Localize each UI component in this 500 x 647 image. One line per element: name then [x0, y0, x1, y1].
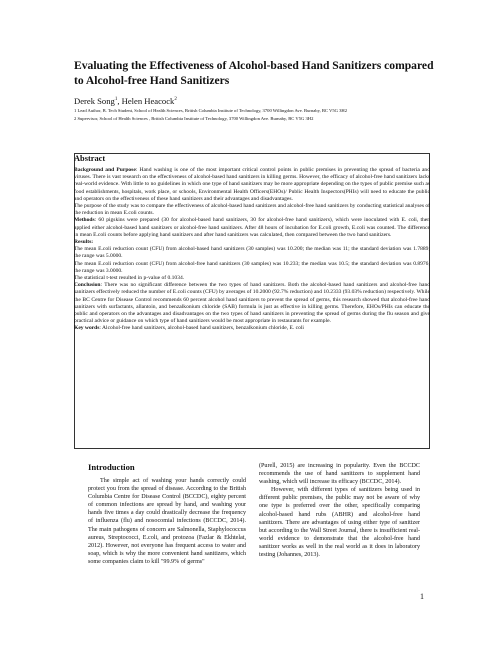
- background-text: : Hand washing is one of the most important critical control points in public premises in preventing the spread of bacteria and viruses. There is vast research on the effectiveness of alcohol-based hand sanitizers in killing germs. However, the efficacy of alcohol-free hand sanitizers lacks real-world evidence. With little to no guidelines in which one type of hand sanitizers may be more appropriate depending on the types of public premise such as food establishments, hospitals, work place, or schools, Environmental Health Officers(EHOs)/ Public Health Inspectors(PHIs) will need to educate the public and operators on the effectiveness of these hand sanitizers and their advantages and disadvantages.: [74, 167, 430, 202]
- paper-title: Evaluating the Effectiveness of Alcohol-based Hand Sanitizers compared to Alcohol-free Hand Sanitizers: [74, 59, 434, 87]
- introduction-left-column: [88, 477, 246, 566]
- affiliation-2: 2 Supervisor, School of Health Sciences , British Columbia Institute of Technology, 3700 Willingdon Ave. Burnaby, BC V5G 3H2: [74, 116, 314, 121]
- author-2: Helen Heacock: [121, 96, 175, 106]
- page-number: 1: [420, 592, 424, 601]
- methods-text: : 60 pigskins were prepared (30 for alcohol-based hand sanitizers, 30 for alcohol-free hand sanitizers), which were inoculated with E. coli, then applied either alcohol-based hand sanitizers or alcohol-free hand sanitizers. After 48 hours of incubation for E.coli growth, E.coli was counted. The difference in mean E.coli counts before applying hand sanitizers and after hand sanitizers was calculated, then compared between the two hand sanitizers.: [74, 217, 430, 238]
- right-paragraph-2: However, with different types of sanitizers being used in different public premises, the public may not be aware of why one type is preferred over the other, specifically comparing alcohol-based hand rubs (ABHR) and alcohol-free hand sanitizers. There are advantages of using either type of sanitizer but according to the Wall Street Journal, there is insufficient real-world evidence to demonstrate that the alcohol-free hand sanitizer works as well in the real world as it does in laboratory testing (Johannes, 2013).: [259, 487, 420, 559]
- abstract-conclusion: [74, 282, 430, 325]
- results-label: Results: [74, 239, 92, 246]
- background-label: Background and Purpose: [74, 167, 136, 173]
- abstract-body: [74, 167, 430, 333]
- results-line-3: The statistical t-test resulted in p-value of 0.1034.: [74, 275, 185, 282]
- results-line-1: The mean E.coli reduction count (CFU) from alcohol-based hand sanitizers (30 samples) was 10.200; the median was 11; the standard deviation was 1.7889; the range was 5.0000.: [74, 246, 430, 260]
- results-colon: :: [91, 239, 94, 246]
- methods-label: Methods: [74, 217, 95, 224]
- abstract-purpose: The purpose of the study was to compare the effectiveness of alcohol-based hand sanitizers and alcohol-free hand sanitizers by conducting statistical analyses of the reduction in mean E.coli counts.: [74, 203, 431, 217]
- keywords-label: Key words: [74, 325, 100, 332]
- conclusion-text: : There was no significant difference between the two types of hand sanitizers. Both the alcohol-based hand sanitizers and alcohol-free hand sanitizers effectively reduced the number of E.coli counts (CFU) by averages of 10.2000 (92.7% reduction) and 10.2333 (93.03% reduction) respectively. While the BC Centre for Disease Control recommends 60 percent alcohol hand sanitizers to prevent the spread of germs, this research showed that alcohol-free hand sanitizers with surfactants, allantoin, and benzalkonium chloride (SAB) formula is just as effective in killing germs. Therefore, EHOs/PHIs can educate the public and operators on the advantages and disadvantages on the two types of hand sanitizers in preventing the spread of germs during the flu season and give practical advice or guidance on which type of hand sanitizers would be most appropriate in restaurants for example.: [74, 282, 430, 325]
- results-line-2: The mean E.coli reduction count (CFU) from alcohol-free hand sanitizers (30 samples) was 10.233; the median was 10.5; the standard deviation was 0.8976; the range was 3.0000.: [74, 260, 430, 274]
- author-1-affiliation-mark: 1: [114, 97, 118, 103]
- affiliation-1: 1 Lead Author, B. Tech Student, School of Health Sciences, British Columbia Institute of Technology, 3700 Willingdon Ave. Burnaby, BC V5G 3H2: [74, 108, 348, 113]
- author-2-affiliation-mark: 2: [174, 97, 177, 103]
- abstract-heading: Abstract: [74, 154, 106, 163]
- keywords-text: : Alcohol-free hand sanitizers, alcohol-based hand sanitizers, benzalkonium chloride, E. coli: [99, 325, 304, 332]
- introduction-paragraph-1: The simple act of washing your hands correctly could protect you from the spread of disease. According to the British Columbia Centre for Disease Control (BCCDC), eighty percent of common infections are spread by hand, and washing your hands five times a day could drastically decrease the frequency of influenza (flu) and nosocomial infections (BCCDC, 2014). The main pathogens of concern are Salmonella, Staphylococcus aureus, Streptococci, E.coli, and protozoa (Fazlar & Ekhtelat, 2012). However, not everyone has frequent access to water and soap, which is why the more convenient hand sanitizers, which some companies claim to kill "99.9% of germs": [88, 478, 246, 565]
- introduction-heading: Introduction: [88, 462, 135, 472]
- introduction-right-column: [259, 462, 420, 559]
- abstract-keywords: [74, 325, 430, 332]
- conclusion-label: Conclusion: [74, 282, 101, 289]
- author-separator: ,: [117, 96, 122, 106]
- author-line: [74, 96, 177, 106]
- author-1: Derek Song: [74, 96, 115, 106]
- abstract-methods: [74, 217, 430, 239]
- right-paragraph-1: (Purell, 2015) are increasing in popularity. Even the BCCDC recommends the use of hand sanitizers to supplement hand washing, which will increase its efficacy (BCCDC, 2014).: [259, 463, 420, 486]
- abstract-background: [74, 167, 430, 203]
